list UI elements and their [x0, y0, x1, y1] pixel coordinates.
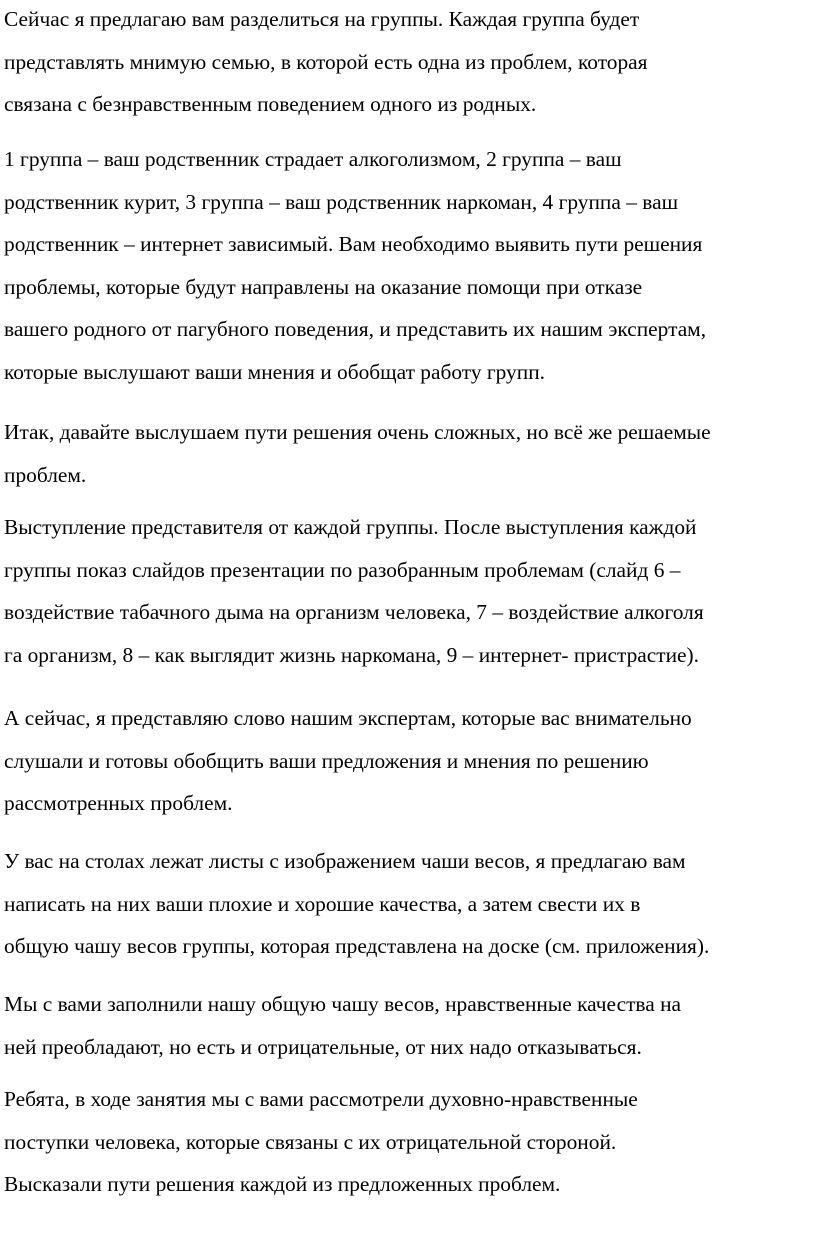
paragraph-experts [4, 697, 692, 825]
text-line: родственник курит, 3 группа – ваш родственник наркоман, 4 группа – ваш [4, 189, 679, 214]
text-line: поступки человека, которые связаны с их отрицательной стороной. [4, 1129, 617, 1154]
paragraph-groups-intro [4, 0, 648, 126]
text-line: проблемы, которые будут направлены на оказание помощи при отказе [4, 274, 643, 299]
text-line: Мы с вами заполнили нашу общую чашу весов, нравственные качества на [4, 992, 682, 1016]
text-line: слушали и готовы обобщить ваши предложения и мнения по решению [4, 748, 649, 773]
text-line: Высказали пути решения каждой из предложенных проблем. [4, 1172, 561, 1197]
text-line: группы показ слайдов презентации по разобранным проблемам (слайд 6 – [4, 557, 681, 582]
text-line: га организм, 8 – как выглядит жизнь наркомана, 9 – интернет- пристрастие). [4, 642, 700, 667]
text-line: общую чашу весов группы, которая представлена на доске (см. приложения). [4, 934, 710, 959]
text-line: воздействие табачного дыма на организм человека, 7 – воздействие алкоголя [4, 600, 704, 625]
text-line: Итак, давайте выслушаем пути решения очень сложных, но всё же решаемые [4, 420, 711, 444]
text-line: Сейчас я предлагаю вам разделиться на группы. Каждая группа будет [4, 7, 640, 31]
paragraph-scales-result [4, 983, 681, 1068]
paragraph-group-assignments [4, 138, 706, 394]
text-line: проблем. [4, 462, 87, 487]
text-line: А сейчас, я представляю слово нашим экспертам, которые вас внимательно [4, 706, 692, 730]
text-line: Ребята, в ходе занятия мы с вами рассмотрели духовно-нравственные [4, 1087, 638, 1111]
paragraph-scales-sheets [4, 840, 709, 968]
text-line: родственник – интернет зависимый. Вам необходимо выявить пути решения [4, 232, 703, 257]
text-line: У вас на столах лежат листы с изображением чаши весов, я предлагаю вам [4, 849, 686, 873]
text-line: ней преобладают, но есть и отрицательные, от них надо отказываться. [4, 1034, 642, 1059]
text-line: рассмотренных проблем. [4, 791, 233, 816]
text-line: Выступление представителя от каждой группы. После выступления каждой [4, 515, 697, 539]
paragraph-conclusion [4, 1078, 638, 1206]
text-line: которые выслушают ваши мнения и обобщат работу групп. [4, 359, 545, 384]
text-line: написать на них ваши плохие и хорошие качества, а затем свести их в [4, 891, 641, 916]
text-line: вашего родного от пагубного поведения, и представить их нашим экспертам, [4, 317, 707, 342]
text-line: связана с безнравственным поведением одного из родных. [4, 92, 537, 117]
paragraph-presentations [4, 506, 704, 676]
paragraph-listen-solutions [4, 411, 711, 496]
text-line: представлять мнимую семью, в которой есть одна из проблем, которая [4, 49, 648, 74]
text-line: 1 группа – ваш родственник страдает алкоголизмом, 2 группа – ваш [4, 147, 622, 171]
